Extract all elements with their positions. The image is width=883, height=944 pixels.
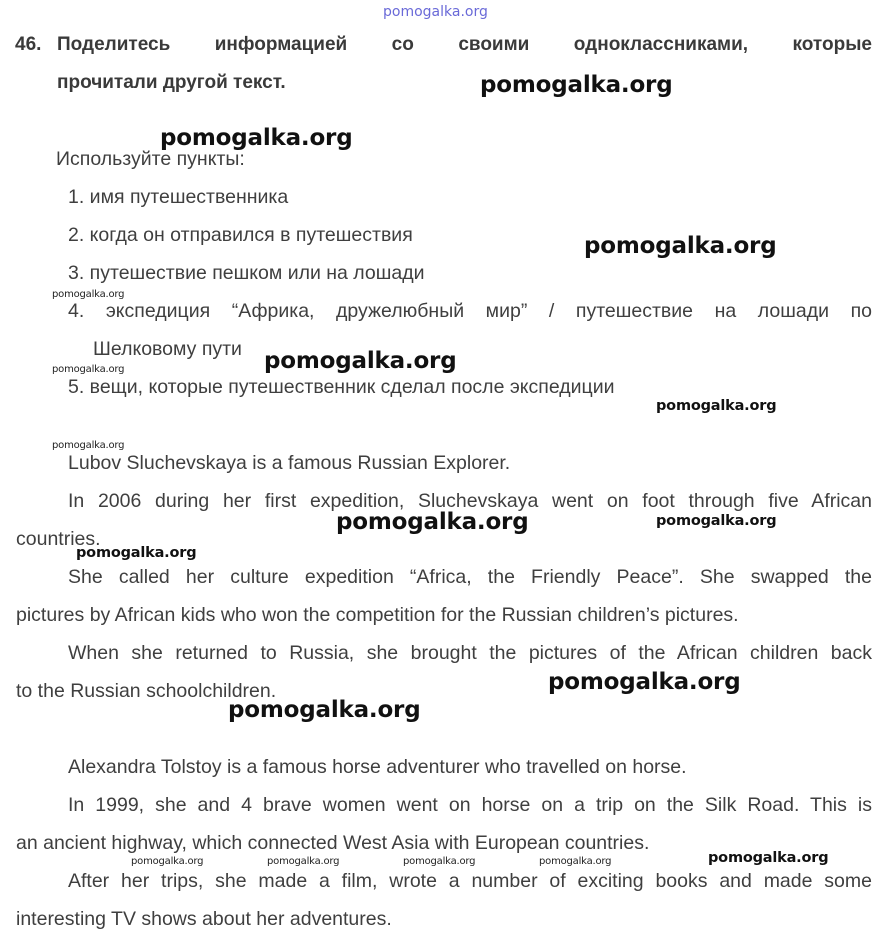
point-5: 5. вещи, которые путешественник сделал после экспедиции (68, 376, 615, 398)
watermark-top: pomogalka.org (383, 4, 488, 20)
point-1: 1. имя путешественника (68, 186, 289, 208)
task-line-1: Поделитесь информацией со своими одноклассниками, которые (57, 34, 872, 55)
watermark: pomogalka.org (539, 856, 612, 867)
text-line-4: She called her culture expedition “Africa, the Friendly Peace”. She swapped the (68, 566, 872, 588)
point-4: 4. экспедиция “Африка, дружелюбный мир” / путешествие на лошади по (68, 300, 872, 322)
task-line-2: прочитали другой текст. (57, 72, 286, 93)
text-line-2: In 2006 during her first expedition, Sluchevskaya went on foot through five African (68, 490, 872, 512)
text-line-7: to the Russian schoolchildren. (16, 680, 277, 702)
watermark: pomogalka.org (708, 850, 829, 866)
watermark: pomogalka.org (52, 289, 125, 300)
text-line-12: interesting TV shows about her adventures. (16, 908, 392, 930)
watermark: pomogalka.org (403, 856, 476, 867)
watermark: pomogalka.org (160, 125, 353, 151)
watermark: pomogalka.org (52, 440, 125, 451)
watermark: pomogalka.org (656, 398, 777, 414)
watermark: pomogalka.org (228, 697, 421, 723)
text-line-6: When she returned to Russia, she brought the pictures of the African children back (68, 642, 872, 664)
watermark: pomogalka.org (264, 348, 457, 374)
watermark: pomogalka.org (76, 545, 197, 561)
text-line-3: countries. (16, 528, 101, 550)
watermark: pomogalka.org (52, 364, 125, 375)
text-line-1: Lubov Sluchevskaya is a famous Russian Explorer. (68, 452, 511, 474)
task-number: 46. (15, 34, 42, 55)
text-line-11: After her trips, she made a film, wrote a number of exciting books and made some (68, 870, 872, 892)
text-line-10: an ancient highway, which connected West Asia with European countries. (16, 832, 650, 854)
text-line-9: In 1999, she and 4 brave women went on horse on a trip on the Silk Road. This is (68, 794, 872, 816)
watermark: pomogalka.org (336, 509, 529, 535)
points-intro: Используйте пункты: (56, 148, 245, 170)
point-2: 2. когда он отправился в путешествия (68, 224, 413, 246)
point-4-continued: Шелковому пути (93, 338, 242, 360)
watermark: pomogalka.org (548, 669, 741, 695)
watermark: pomogalka.org (584, 233, 777, 259)
watermark: pomogalka.org (267, 856, 340, 867)
watermark: pomogalka.org (131, 856, 204, 867)
point-3: 3. путешествие пешком или на лошади (68, 262, 425, 284)
watermark: pomogalka.org (480, 72, 673, 98)
text-line-8: Alexandra Tolstoy is a famous horse adventurer who travelled on horse. (68, 756, 687, 778)
text-line-5: pictures by African kids who won the competition for the Russian children’s pictures. (16, 604, 739, 626)
watermark: pomogalka.org (656, 513, 777, 529)
